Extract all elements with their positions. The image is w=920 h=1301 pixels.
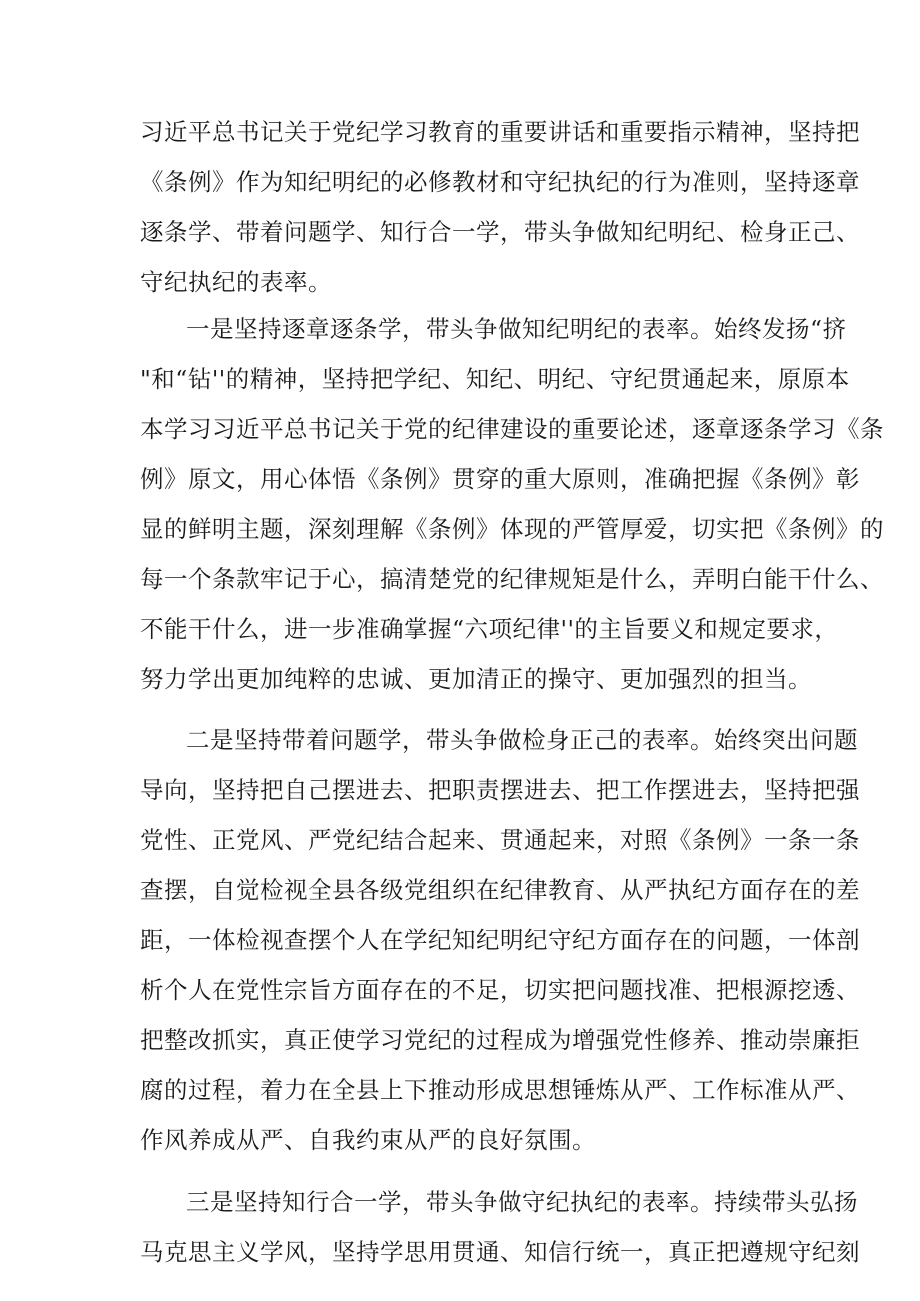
paragraph-line: 党性、正党风、严党纪结合起来、贯通起来，对照《条例》一条一条 xyxy=(140,826,860,854)
paragraph-line: 本学习习近平总书记关于党的纪律建设的重要论述，逐章逐条学习《条 xyxy=(140,415,884,443)
paragraph-line: 导向，坚持把自己摆进去、把职责摆进去、把工作摆进去，坚持把强 xyxy=(140,776,860,804)
paragraph-line: 把整改抓实，真正使学习党纪的过程成为增强党性修养、推动崇廉拒 xyxy=(140,1026,860,1054)
paragraph-line: 析个人在党性宗旨方面存在的不足，切实把问题找准、把根源挖透、 xyxy=(140,976,860,1004)
paragraph-line: 守纪执纪的表率。 xyxy=(140,268,332,296)
paragraph-line: 查摆，自觉检视全县各级党组织在纪律教育、从严执纪方面存在的差 xyxy=(140,876,860,904)
paragraph-line: 二是坚持带着问题学，带头争做检身正己的表率。始终突出问题 xyxy=(186,726,858,754)
paragraph-line: 腐的过程，着力在全县上下推动形成思想锤炼从严、工作标准从严、 xyxy=(140,1076,860,1104)
paragraph-line: 一是坚持逐章逐条学，带头争做知纪明纪的表率。始终发扬“挤 xyxy=(186,315,847,343)
paragraph-line: 马克思主义学风，坚持学思用贯通、知信行统一，真正把遵规守纪刻 xyxy=(140,1238,860,1266)
paragraph-line: 例》原文，用心体悟《条例》贯穿的重大原则，准确把握《条例》彰 xyxy=(140,465,860,493)
paragraph-line: 习近平总书记关于党纪学习教育的重要讲话和重要指示精神，坚持把 xyxy=(140,118,860,146)
paragraph-line: "和“钻''的精神，坚持把学纪、知纪、明纪、守纪贯通起来，原原本 xyxy=(140,365,850,393)
paragraph-line: 不能干什么，进一步准确掌握“六项纪律''的主旨要义和规定要求， xyxy=(140,615,839,643)
paragraph-line: 每一个条款牢记于心，搞清楚党的纪律规矩是什么，弄明白能干什么、 xyxy=(140,565,884,593)
paragraph-line: 《条例》作为知纪明纪的必修教材和守纪执纪的行为准则，坚持逐章 xyxy=(140,168,860,196)
paragraph-line: 三是坚持知行合一学，带头争做守纪执纪的表率。持续带头弘扬 xyxy=(186,1188,858,1216)
paragraph-line: 努力学出更加纯粹的忠诚、更加清正的操守、更加强烈的担当。 xyxy=(140,665,812,693)
paragraph-line: 显的鲜明主题，深刻理解《条例》体现的严管厚爱，切实把《条例》的 xyxy=(140,515,884,543)
paragraph-line: 作风养成从严、自我约束从严的良好氛围。 xyxy=(140,1126,596,1154)
paragraph-line: 距，一体检视查摆个人在学纪知纪明纪守纪方面存在的问题，一体剖 xyxy=(140,926,860,954)
paragraph-line: 逐条学、带着问题学、知行合一学，带头争做知纪明纪、检身正己、 xyxy=(140,218,860,246)
